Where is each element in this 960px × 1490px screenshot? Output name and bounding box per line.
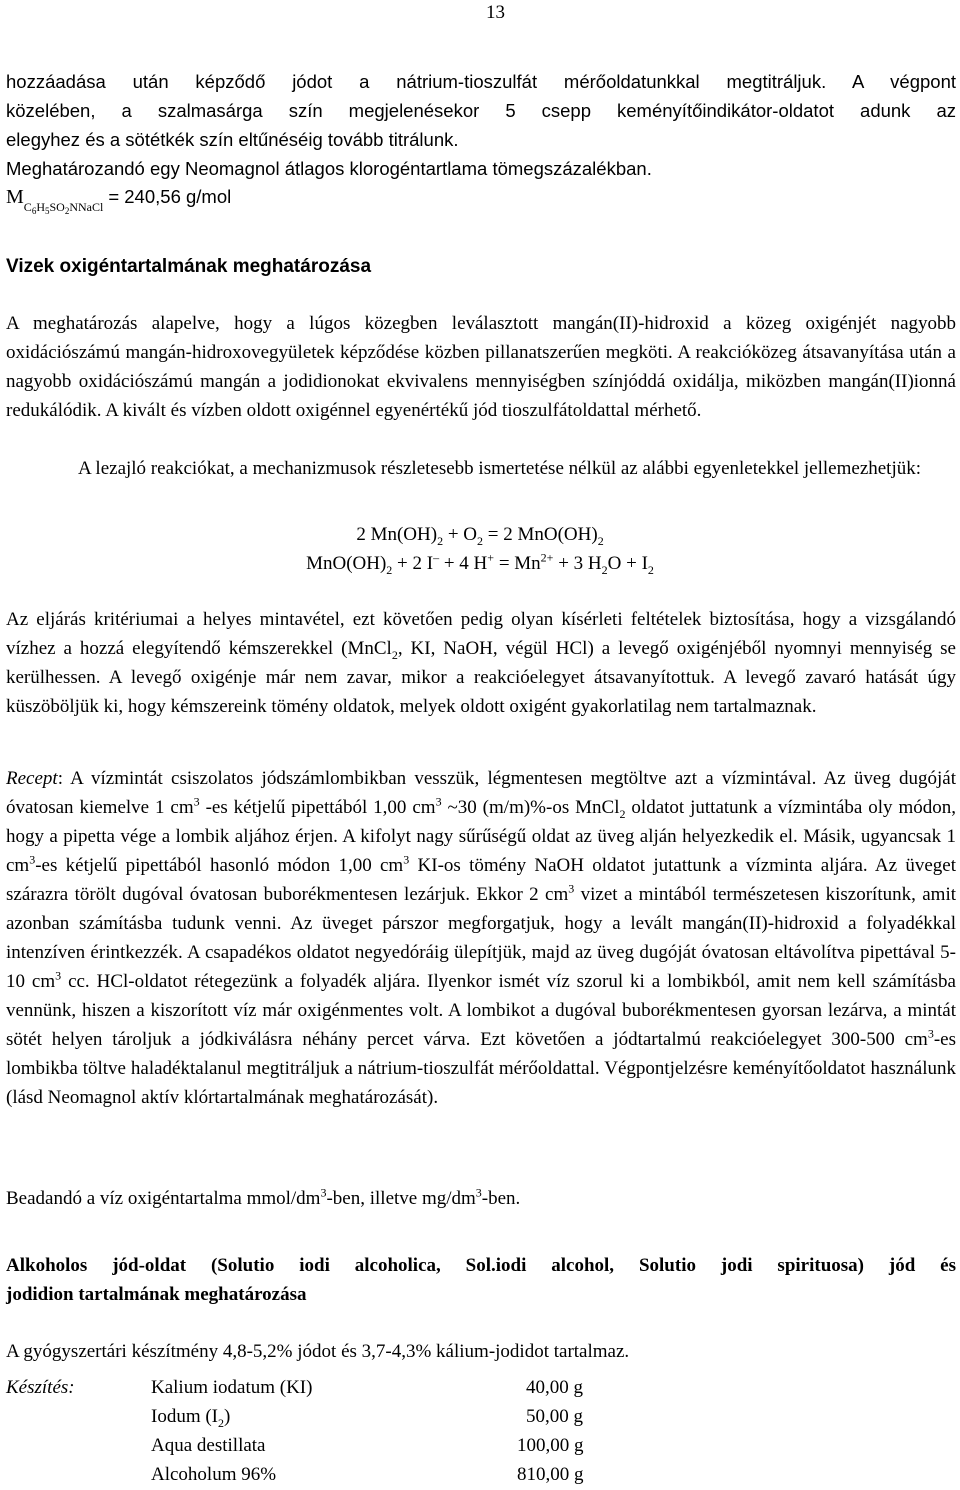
ingredient-amount: 40,00 g xyxy=(526,1377,583,1398)
molar-symbol: M xyxy=(6,186,24,208)
preparation-description: A gyógyszertári készítmény 4,8-5,2% jódot és 3,7-4,3% kálium-jodidot tartalmaz. xyxy=(6,1341,630,1362)
intro-line-1: hozzáadása után képződő jódot a nátrium-tioszulfát mérőoldatunkkal megtitráljuk. A végpont xyxy=(6,71,956,92)
ingredient-name: Iodum $(I_2)$ xyxy=(151,1406,231,1430)
section-heading-iodine-line1: Alkoholos jód-oldat (Solutio iodi alcoholica, Sol.iodi alcohol, Solutio jodi spirituosa) jód és xyxy=(6,1255,956,1276)
recipe-label: Recept xyxy=(6,768,58,789)
ingredient-name: Alcoholum 96% xyxy=(151,1464,277,1485)
intro-line-2: közelében, a szalmasárga szín megjelenésekor 5 csepp keményítőindikátor-oldatot adunk az xyxy=(6,100,956,121)
equation-1: 2 $Mn(OH)_2 + O_2 = 2$ $MnO(OH)_2$ xyxy=(356,524,604,548)
section-heading-water-oxygen: Vizek oxigéntartalmának meghatározása xyxy=(6,256,372,277)
molar-value: = 240,56 g/mol xyxy=(108,186,232,207)
section-heading-iodine-line2: jodidion tartalmának meghatározása xyxy=(6,1284,307,1305)
recipe-paragraph: Recept: A vízmintát csiszolatos jódszámlombikban vesszük, légmentesen megtöltve azt a vízmintával. Az üveg dugóját óvatosan kiemelve 1 $cm^3$ -es kétjelű pipettából 1,00 $cm^3$ ~30 (m/m)%-os MnCl$_2$ oldatot juttatunk a vízmintába oly módon, hogy a pipetta vége a lombik aljához érjen. A kifolyt nagy sűrűségű oldat az üveg alján helyezkedik el. Másik, ugyancsak 1 $cm^3-es$ kétjelű pipettából hasonló módon 1,00 $cm^3$ KI-os tömény NaOH oldatot jutattunk a vízminta aljára. Az üveget szárazra törölt dugóval óvatosan buborékmentesen lezárjuk. Ekkor 2 $cm^3$ vizet a mintából természetesen kiszorítunk, amit azonban számításba tudunk venni. Az üveget párszor megforgatjuk, hogy a levált mangán(II)-hidroxid a folyadékkal intenzíven érintkezzék. A csapadékos oldatot negyedóráig ülepítjük, majd az üveg dugóját óvatosan eltávolítva pipettával 5-10 $cm^3$ cc. HCl-oldatot rétegezünk a folyadék aljára. Ilyenkor ismét víz szorul ki a lombikból, amit nem kell számításba vennünk, hiszen a kiszorított víz már oxigénmentes volt. A lombikot a dugóval buborékmentesen gyorsan lezárva, a mintát sötét helyen tároljuk a jódkiválásra néhány percet várva. Ezt követően a jódtartalmú reakcióelegyet 300-500 $cm^3-es$ lombikba töltve haladéktalanul megtitráljuk a nátrium-tioszulfát mérőoldattal. Végpontjelzésre keményítőoldatot használunk (lásd Neomagnol aktív klórtartalmának meghatározását). xyxy=(6,768,957,1108)
ingredient-name: Aqua destillata xyxy=(151,1435,266,1456)
equation-2: $MnO(OH)_2 + 2$ I– + 4 $H^+ = Mn^{2+} + 3$ $H_2O + I_2$ xyxy=(306,550,654,577)
intro-line-3: elegyhez és a sötétkék szín eltűnéséig tovább titrálunk. xyxy=(6,129,459,150)
preparation-label: Készítés: xyxy=(6,1377,75,1398)
molar-mass-formula xyxy=(6,186,232,216)
molar-subscript: C6H5SO2NNaCl xyxy=(23,200,104,216)
ingredient-amount: 810,00 g xyxy=(517,1464,584,1485)
result-instruction: Beadandó a víz oxigéntartalma mmol/$dm^3$-ben, illetve $mg/dm^3$-ben. xyxy=(6,1185,521,1209)
intro-line-4: Meghatározandó egy Neomagnol átlagos klorogéntartlama tömegszázalékban. xyxy=(6,158,652,179)
principle-paragraph: A meghatározás alapelve, hogy a lúgos közegben leválasztott mangán(II)-hidroxid a közeg oxigénjét nagyobb oxidációszámú mangán-hidroxovegyületek képződése közben pillanatszerűen megköti. A reakcióközeg átsavanyítása után a nagyobb oxidációszámú mangán a jodidionokat ekvivalens mennyiségben színjóddá oxidálja, miközben mangán(II)ionná redukálódik. A kivált és vízben oldott oxigénnel egyenértékű jód tioszulfátoldattal mérhető. xyxy=(6,313,956,421)
page-number: 13 xyxy=(486,2,505,23)
criteria-paragraph: Az eljárás kritériumai a helyes mintavétel, ezt követően pedig olyan kísérleti feltételek biztosítása, hogy a vizsgálandó vízhez a hozzá elegyítendő kémszerekkel (MnCl$_2$, KI, NaOH, végül HCl) a levegő oxigénjéből nyomnyi mennyiség se kerülhessen. A levegő oxigénje már nem zavar, mikor a reakcióelegyet átsavanyítottuk. A levegő zavaró hatását úgy küszöböljük ki, hogy kémszereink tömény oldatok, melyek oldott oxigént gyakorlatilag nem tartalmaznak. xyxy=(6,609,956,717)
ingredient-amount: 50,00 g xyxy=(526,1406,583,1427)
ingredient-name: Kalium iodatum (KI) xyxy=(151,1377,313,1398)
reactions-intro-paragraph: A lezajló reakciókat, a mechanizmusok részletesebb ismertetése nélkül az alábbi egyenletekkel jellemezhetjük: xyxy=(78,458,922,479)
ingredient-amount: 100,00 g xyxy=(517,1435,584,1456)
